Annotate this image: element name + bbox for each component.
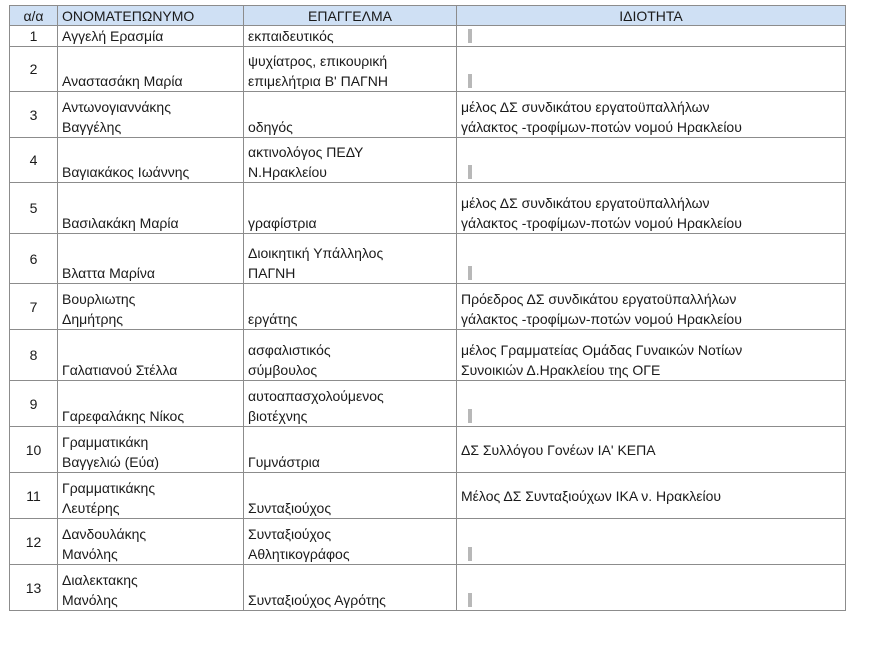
- member-profession-line: Συνταξιούχος: [248, 500, 332, 516]
- member-name-line: Βασιλακάκη Μαρία: [62, 215, 179, 231]
- member-name: [58, 519, 244, 565]
- member-profession: [244, 427, 457, 473]
- member-role-line: γάλακτος -τροφίμων-ποτών νομού Ηρακλείου: [461, 119, 742, 135]
- table-row: [10, 473, 846, 519]
- member-role: [457, 284, 846, 330]
- cell-marker: [468, 74, 472, 88]
- cell-marker: [468, 409, 472, 423]
- member-role-line: Συνοικιών Δ.Ηρακλείου της ΟΓΕ: [461, 362, 661, 378]
- table-row: [10, 330, 846, 381]
- table-row: [10, 183, 846, 234]
- member-profession-line: εργάτης: [248, 311, 298, 327]
- cell-marker: [468, 29, 472, 43]
- member-name-line: Βαγγέλης: [62, 119, 122, 135]
- row-number: 4: [10, 138, 58, 183]
- cell-marker: [468, 266, 472, 280]
- row-number: 5: [10, 183, 58, 234]
- member-name-line: Δανδουλάκης: [62, 526, 147, 542]
- member-profession-line: εκπαιδευτικός: [248, 28, 334, 44]
- member-profession: [244, 284, 457, 330]
- member-profession: [244, 47, 457, 92]
- member-name-line: Αντωνογιαννάκης: [62, 99, 171, 115]
- table-row: [10, 519, 846, 565]
- cell-marker: [468, 547, 472, 561]
- member-name-line: Γαλατιανού Στέλλα: [62, 362, 178, 378]
- cell-marker: [468, 165, 472, 179]
- row-number: 7: [10, 284, 58, 330]
- table-row: [10, 284, 846, 330]
- member-name-line: Αναστασάκη Μαρία: [62, 73, 183, 89]
- member-profession: [244, 473, 457, 519]
- member-profession-line: ΠΑΓΝΗ: [248, 265, 296, 281]
- table-row: [10, 234, 846, 284]
- member-role-line: γάλακτος -τροφίμων-ποτών νομού Ηρακλείου: [461, 215, 742, 231]
- table-row: [10, 92, 846, 138]
- member-profession: [244, 183, 457, 234]
- member-profession-line: ψυχίατρος, επικουρική: [248, 53, 388, 69]
- member-name: [58, 47, 244, 92]
- table-row: [10, 565, 846, 611]
- row-number: 12: [10, 519, 58, 565]
- cell-marker: [468, 593, 472, 607]
- member-name-line: Δημήτρης: [62, 311, 124, 327]
- row-number: 10: [10, 427, 58, 473]
- member-profession-line: οδηγός: [248, 119, 293, 135]
- member-name: [58, 330, 244, 381]
- row-number: 13: [10, 565, 58, 611]
- member-profession: [244, 92, 457, 138]
- member-name: [58, 92, 244, 138]
- member-role: [457, 473, 846, 519]
- member-profession-line: Διοικητική Υπάλληλος: [248, 245, 384, 261]
- table-row: [10, 138, 846, 183]
- member-role-line: μέλος Γραμματείας Ομάδας Γυναικών Νοτίων: [461, 342, 743, 358]
- member-role: [457, 381, 846, 427]
- member-role: [457, 183, 846, 234]
- member-role: [457, 92, 846, 138]
- member-role-line: Μέλος ΔΣ Συνταξιούχων ΙΚΑ ν. Ηρακλείου: [461, 487, 722, 504]
- member-name: [58, 234, 244, 284]
- member-role: [457, 47, 846, 92]
- member-profession-line: Γυμνάστρια: [248, 454, 320, 470]
- member-profession-line: Συνταξιούχος Αγρότης: [248, 592, 386, 608]
- member-name-line: Γαρεφαλάκης Νίκος: [62, 408, 185, 424]
- member-role: [457, 138, 846, 183]
- member-name-line: Αγγελή Ερασμία: [62, 28, 164, 44]
- member-profession: [244, 26, 457, 47]
- table-row: [10, 26, 846, 47]
- member-name-line: Βαγγελιώ (Εύα): [62, 454, 160, 470]
- row-number: 8: [10, 330, 58, 381]
- header-row: [10, 6, 846, 26]
- member-name: [58, 427, 244, 473]
- member-name-line: Γραμματικάκη: [62, 434, 149, 450]
- row-number: 1: [10, 26, 58, 47]
- member-profession: [244, 138, 457, 183]
- member-role-line: Πρόεδρος ΔΣ συνδικάτου εργατοϋπαλλήλων: [461, 291, 737, 307]
- member-role: [457, 565, 846, 611]
- member-role: [457, 519, 846, 565]
- member-profession-line: ασφαλιστικός: [248, 342, 331, 358]
- member-profession: [244, 565, 457, 611]
- member-name: [58, 473, 244, 519]
- member-role: [457, 330, 846, 381]
- member-profession-line: σύμβουλος: [248, 362, 318, 378]
- members-table: [9, 5, 846, 611]
- member-profession: [244, 234, 457, 284]
- table-row: [10, 47, 846, 92]
- member-name-line: Βουρλιωτης: [62, 291, 136, 307]
- member-role: [457, 427, 846, 473]
- member-name-line: Βλαττα Μαρίνα: [62, 265, 155, 281]
- member-profession-line: ακτινολόγος ΠΕΔΥ: [248, 144, 364, 160]
- member-profession-line: γραφίστρια: [248, 215, 317, 231]
- member-name-line: Βαγιακάκος Ιωάννης: [62, 164, 190, 180]
- member-role: [457, 234, 846, 284]
- member-role-line: μέλος ΔΣ συνδικάτου εργατοϋπαλλήλων: [461, 195, 710, 211]
- member-name: [58, 381, 244, 427]
- member-name-line: Γραμματικάκης: [62, 480, 156, 496]
- member-profession-line: Συνταξιούχος: [248, 526, 332, 542]
- table-row: [10, 427, 846, 473]
- member-name: [58, 183, 244, 234]
- member-profession-line: Ν.Ηρακλείου: [248, 164, 327, 180]
- member-name-line: Λευτέρης: [62, 500, 120, 516]
- member-profession: [244, 381, 457, 427]
- header-role: ΙΔΙΟΤΗΤΑ: [457, 6, 846, 26]
- header-aa: α/α: [10, 6, 58, 26]
- header-profession: ΕΠΑΓΓΕΛΜΑ: [244, 6, 457, 26]
- row-number: 11: [10, 473, 58, 519]
- row-number: 3: [10, 92, 58, 138]
- table-row: [10, 381, 846, 427]
- header-name: ΟΝΟΜΑΤΕΠΩΝΥΜΟ: [58, 6, 244, 26]
- row-number: 9: [10, 381, 58, 427]
- member-name-line: Μανόλης: [62, 546, 118, 562]
- member-profession-line: Αθλητικογράφος: [248, 546, 350, 562]
- member-name-line: Διαλεκτακης: [62, 572, 138, 588]
- member-name: [58, 138, 244, 183]
- member-profession: [244, 330, 457, 381]
- member-profession-line: αυτοαπασχολούμενος: [248, 388, 384, 404]
- member-role-line: ΔΣ Συλλόγου Γονέων ΙΑ' ΚΕΠΑ: [461, 441, 656, 458]
- member-role-line: μέλος ΔΣ συνδικάτου εργατοϋπαλλήλων: [461, 99, 710, 115]
- member-role-line: γάλακτος -τροφίμων-ποτών νομού Ηρακλείου: [461, 311, 742, 327]
- table-body: [10, 26, 846, 611]
- member-profession-line: βιοτέχνης: [248, 408, 308, 424]
- row-number: 2: [10, 47, 58, 92]
- member-profession-line: επιμελήτρια Β' ΠΑΓΝΗ: [248, 73, 388, 89]
- member-name: [58, 284, 244, 330]
- member-role: [457, 26, 846, 47]
- row-number: 6: [10, 234, 58, 284]
- member-name: [58, 565, 244, 611]
- member-profession: [244, 519, 457, 565]
- member-name: [58, 26, 244, 47]
- member-name-line: Μανόλης: [62, 592, 118, 608]
